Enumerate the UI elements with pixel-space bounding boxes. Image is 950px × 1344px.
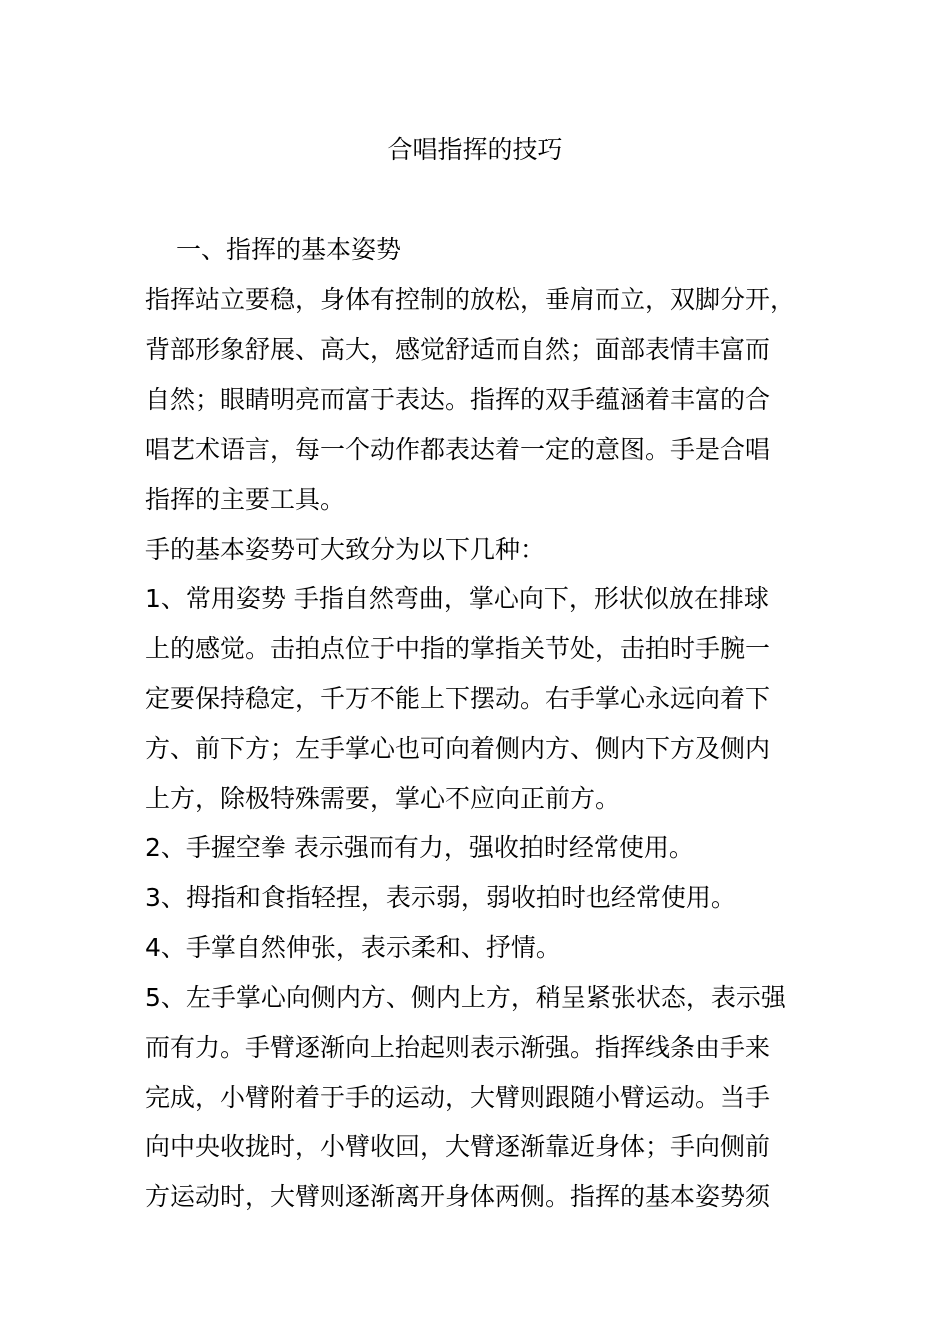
body-line: 2、手握空拳 表示强而有力，强收拍时经常使用。 [145, 833, 694, 862]
body-line: 完成，小臂附着于手的运动，大臂则跟随小臂运动。当手 [145, 1083, 771, 1112]
body-line: 方、前下方；左手掌心也可向着侧内方、侧内下方及侧内 [145, 734, 771, 763]
body-line: 背部形象舒展、高大，感觉舒适而自然；面部表情丰富而 [145, 335, 771, 364]
document-title: 合唱指挥的技巧 [387, 135, 563, 164]
body-line: 上方，除极特殊需要，掌心不应向正前方。 [145, 784, 621, 813]
body-line: 方运动时，大臂则逐渐离开身体两侧。指挥的基本姿势须 [145, 1182, 771, 1211]
body-line: 指挥站立要稳，身体有控制的放松，垂肩而立，双脚分开， [145, 285, 796, 314]
body-line: 4、手掌自然伸张，表示柔和、抒情。 [145, 933, 561, 962]
body-line: 3、拇指和食指轻捏，表示弱，弱收拍时也经常使用。 [145, 883, 736, 912]
section-heading: 一、指挥的基本姿势 [176, 235, 402, 264]
body-line: 指挥的主要工具。 [145, 485, 346, 514]
body-line: 手的基本姿势可大致分为以下几种： [145, 535, 546, 564]
body-line: 而有力。手臂逐渐向上抬起则表示渐强。指挥线条由手来 [145, 1033, 771, 1062]
body-line: 5、左手掌心向侧内方、侧内上方，稍呈紧张状态，表示强 [145, 983, 786, 1012]
body-line: 上的感觉。击拍点位于中指的掌指关节处，击拍时手腕一 [145, 634, 771, 663]
body-line: 1、常用姿势 手指自然弯曲，掌心向下，形状似放在排球 [145, 584, 769, 613]
body-line: 唱艺术语言，每一个动作都表达着一定的意图。手是合唱 [145, 435, 771, 464]
body-line: 定要保持稳定，千万不能上下摆动。右手掌心永远向着下 [145, 684, 771, 713]
body-line: 自然；眼睛明亮而富于表达。指挥的双手蕴涵着丰富的合 [145, 385, 771, 414]
body-line: 向中央收拢时，小臂收回，大臂逐渐靠近身体；手向侧前 [145, 1132, 771, 1161]
